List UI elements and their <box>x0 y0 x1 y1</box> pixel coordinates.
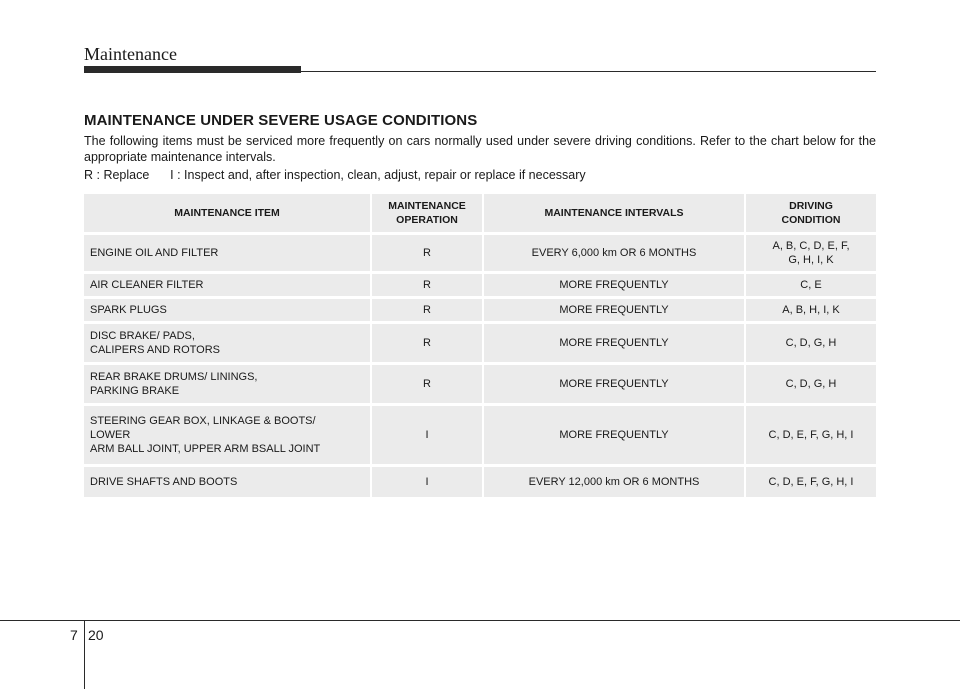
maintenance-table <box>84 191 876 500</box>
header-maintenance-item: MAINTENANCE ITEM <box>84 194 370 232</box>
cell-item: DISC BRAKE/ PADS, CALIPERS AND ROTORS <box>84 324 370 362</box>
cell-interval: EVERY 6,000 km OR 6 MONTHS <box>482 235 744 271</box>
table-row <box>84 235 876 271</box>
footer-rule <box>0 620 960 621</box>
cell-interval: MORE FREQUENTLY <box>482 365 744 403</box>
cell-condition: A, B, C, D, E, F, G, H, I, K <box>744 235 876 271</box>
cell-operation: R <box>370 324 482 362</box>
cell-condition: C, D, G, H <box>744 324 876 362</box>
cell-item: AIR CLEANER FILTER <box>84 274 370 296</box>
cell-condition: C, D, E, F, G, H, I <box>744 467 876 497</box>
cell-condition: A, B, H, I, K <box>744 299 876 321</box>
cell-condition: C, D, E, F, G, H, I <box>744 406 876 464</box>
cell-operation: I <box>370 406 482 464</box>
legend <box>84 167 586 183</box>
table-row <box>84 467 876 497</box>
cell-interval: MORE FREQUENTLY <box>482 406 744 464</box>
legend-replace: R : Replace <box>84 168 150 182</box>
table-header-row <box>84 194 876 232</box>
table-row <box>84 299 876 321</box>
footer-divider <box>84 620 85 689</box>
table-row <box>84 274 876 296</box>
header-maintenance-operation: MAINTENANCE OPERATION <box>370 194 482 232</box>
section-title: MAINTENANCE UNDER SEVERE USAGE CONDITIONS <box>84 112 478 129</box>
cell-interval: MORE FREQUENTLY <box>482 299 744 321</box>
cell-operation: R <box>370 299 482 321</box>
cell-item: SPARK PLUGS <box>84 299 370 321</box>
legend-inspect: I : Inspect and, after inspection, clean, adjust, repair or replace if necessary <box>170 168 586 182</box>
cell-item: STEERING GEAR BOX, LINKAGE & BOOTS/ LOWER ARM BALL JOINT, UPPER ARM BSALL JOINT <box>84 406 370 464</box>
page-number: 20 <box>88 627 104 643</box>
cell-item: DRIVE SHAFTS AND BOOTS <box>84 467 370 497</box>
cell-interval: MORE FREQUENTLY <box>482 274 744 296</box>
page-chapter: 7 <box>70 627 78 643</box>
cell-condition: C, D, G, H <box>744 365 876 403</box>
table-row <box>84 324 876 362</box>
intro-paragraph: The following items must be serviced more frequently on cars normally used under severe driving conditions. Refer to the chart below for the appropriate maintenance intervals. <box>84 134 876 164</box>
header-rule <box>301 71 876 72</box>
cell-operation: R <box>370 235 482 271</box>
header-bar <box>84 66 301 73</box>
cell-operation: R <box>370 274 482 296</box>
cell-operation: I <box>370 467 482 497</box>
cell-interval: EVERY 12,000 km OR 6 MONTHS <box>482 467 744 497</box>
cell-condition: C, E <box>744 274 876 296</box>
header-driving-condition: DRIVING CONDITION <box>744 194 876 232</box>
table-row <box>84 365 876 403</box>
cell-interval: MORE FREQUENTLY <box>482 324 744 362</box>
cell-item: ENGINE OIL AND FILTER <box>84 235 370 271</box>
header-title: Maintenance <box>84 44 177 64</box>
cell-operation: R <box>370 365 482 403</box>
table-row <box>84 406 876 464</box>
header-maintenance-intervals: MAINTENANCE INTERVALS <box>482 194 744 232</box>
cell-item: REAR BRAKE DRUMS/ LININGS, PARKING BRAKE <box>84 365 370 403</box>
